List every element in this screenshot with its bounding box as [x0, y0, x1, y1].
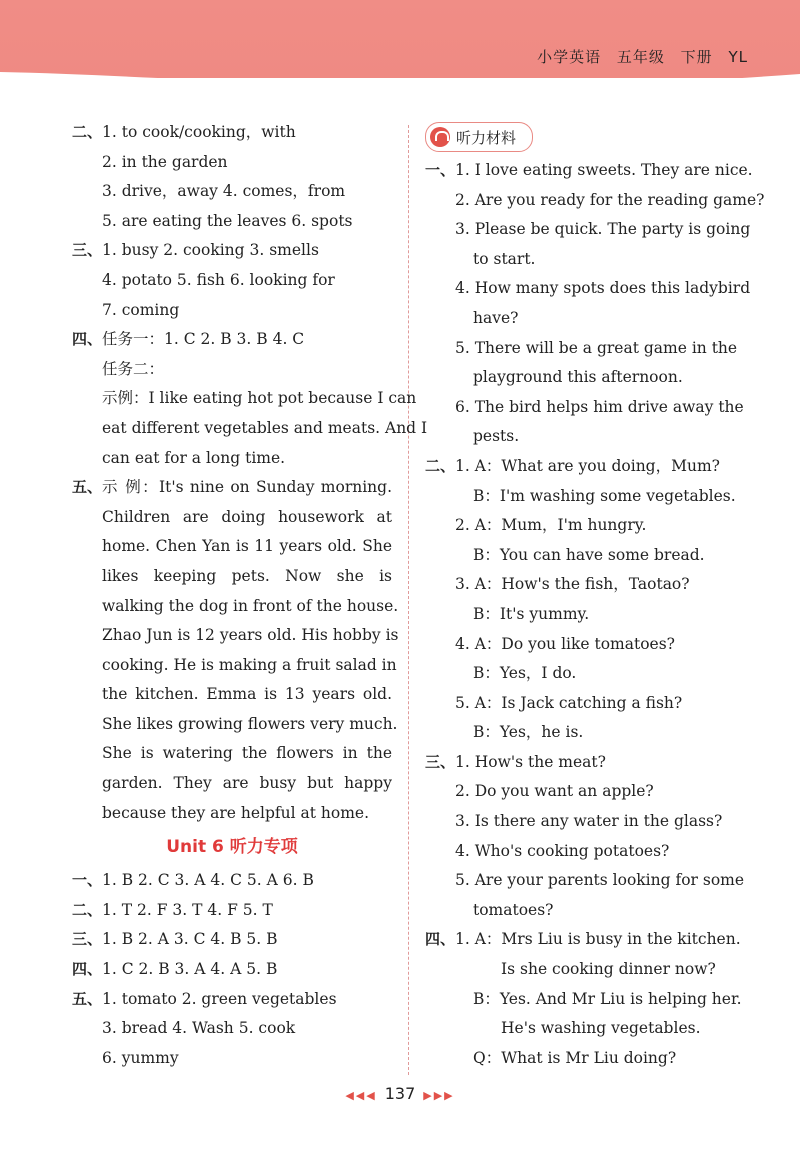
- answer-line: home. Chen Yan is 11 years old. She: [102, 537, 392, 556]
- script-line: 4. How many spots does this ladybird: [455, 279, 751, 298]
- answer-line: 2. in the garden: [102, 152, 228, 171]
- right-arrows-icon: ▶▶▶: [423, 1089, 455, 1102]
- answer-line: 6. yummy: [102, 1048, 179, 1067]
- answer-line: can eat for a long time.: [102, 448, 286, 467]
- script-line: Q：What is Mr Liu doing?: [473, 1048, 677, 1067]
- answer-line: garden. They are busy but happy: [102, 774, 392, 793]
- script-line: B：I'm washing some vegetables.: [473, 486, 736, 505]
- answer-line: because they are helpful at home.: [102, 803, 370, 822]
- answer-line: 5. are eating the leaves 6. spots: [102, 211, 353, 230]
- script-line: 3. Is there any water in the glass?: [455, 812, 723, 831]
- column-divider: [408, 125, 409, 1075]
- page-footer: [0, 1084, 800, 1103]
- answer-line: 五、1. tomato 2. green vegetables: [72, 989, 337, 1008]
- answer-line: She likes growing flowers very much.: [102, 714, 398, 733]
- answer-line: 四、1. C 2. B 3. A 4. A 5. B: [72, 960, 278, 979]
- script-line: 5. There will be a great game in the: [455, 338, 738, 357]
- answer-line: Children are doing housework at: [102, 507, 392, 526]
- answer-line: 二、1. to cook/cooking，with: [72, 123, 296, 141]
- answer-line: 4. potato 5. fish 6. looking for: [102, 270, 335, 289]
- answer-line: Zhao Jun is 12 years old. His hobby is: [102, 626, 399, 645]
- script-line: 二、1. A：What are you doing，Mum?: [425, 456, 720, 475]
- answer-line: 三、1. busy 2. cooking 3. smells: [72, 241, 319, 260]
- grade-label: 五年级: [616, 48, 665, 66]
- script-line: B：It's yummy.: [473, 604, 590, 623]
- answer-line: 任务二：: [102, 359, 165, 378]
- answer-line: 示例：I like eating hot pot because I can: [102, 389, 417, 408]
- listening-script-column: [425, 122, 765, 1073]
- script-line: 3. A：How's the fish，Taotao?: [455, 575, 690, 594]
- answer-line: likes keeping pets. Now she is: [102, 566, 392, 585]
- script-line: to start.: [473, 249, 536, 268]
- script-line: 一、1. I love eating sweets. They are nice.: [425, 161, 753, 179]
- answer-line: 四、任务一：1. C 2. B 3. B 4. C: [72, 330, 305, 349]
- script-line: 6. The bird helps him drive away the: [455, 397, 744, 416]
- left-arrows-icon: ◀◀◀: [345, 1089, 377, 1102]
- script-line: playground this afternoon.: [473, 368, 683, 387]
- script-line: tomatoes?: [473, 900, 554, 919]
- script-line: 3. Please be quick. The party is going: [455, 220, 751, 239]
- page-number: 137: [384, 1084, 416, 1103]
- script-line: pests.: [473, 427, 520, 446]
- subject-label: 小学英语: [537, 48, 602, 66]
- script-line: 2. Do you want an apple?: [455, 782, 654, 801]
- answer-column: [72, 118, 428, 1073]
- script-line: 5. Are your parents looking for some: [455, 871, 745, 890]
- badge-label: 听力材料: [456, 128, 517, 147]
- script-line: have?: [473, 308, 519, 327]
- script-line: 4. A：Do you like tomatoes?: [455, 634, 675, 653]
- answer-line: 3. drive，away 4. comes，from: [102, 182, 346, 201]
- script-line: 2. A：Mum，I'm hungry.: [455, 516, 647, 535]
- answer-line: 7. coming: [102, 300, 180, 319]
- answer-line: 三、1. B 2. A 3. C 4. B 5. B: [72, 930, 278, 949]
- edition-label: YL: [728, 48, 748, 66]
- headphone-icon: [430, 127, 450, 147]
- script-line: 四、1. A：Mrs Liu is busy in the kitchen.: [425, 930, 741, 949]
- answer-line: 二、1. T 2. F 3. T 4. F 5. T: [72, 900, 273, 919]
- script-line: 2. Are you ready for the reading game?: [455, 190, 765, 209]
- answer-line: 3. bread 4. Wash 5. cook: [102, 1019, 296, 1038]
- answer-line: the kitchen. Emma is 13 years old.: [102, 685, 392, 704]
- script-line: B：Yes，he is.: [473, 723, 584, 742]
- page-header: [0, 0, 800, 78]
- answer-line: 五、 示 例：It's nine on Sunday morning.: [72, 478, 392, 497]
- script-line: B：Yes，I do.: [473, 664, 577, 683]
- answer-line: eat different vegetables and meats. And I: [102, 418, 428, 437]
- book-title: [527, 46, 748, 67]
- answer-line: walking the dog in front of the house.: [102, 596, 399, 615]
- answer-line: She is watering the flowers in the: [102, 744, 392, 763]
- unit-title: Unit 6 听力专项: [166, 837, 298, 858]
- answer-line: 一、1. B 2. C 3. A 4. C 5. A 6. B: [72, 871, 314, 890]
- script-line: 三、1. How's the meat?: [425, 752, 606, 771]
- script-line: 4. Who's cooking potatoes?: [455, 841, 670, 860]
- listening-badge: [425, 122, 533, 152]
- script-line: 5. A：Is Jack catching a fish?: [455, 693, 683, 712]
- script-line: B：You can have some bread.: [473, 545, 705, 564]
- volume-label: 下册: [680, 48, 713, 66]
- answer-line: cooking. He is making a fruit salad in: [102, 655, 397, 674]
- script-line: Is she cooking dinner now?: [501, 960, 716, 979]
- script-line: B：Yes. And Mr Liu is helping her.: [473, 989, 742, 1008]
- script-line: He's washing vegetables.: [501, 1019, 701, 1038]
